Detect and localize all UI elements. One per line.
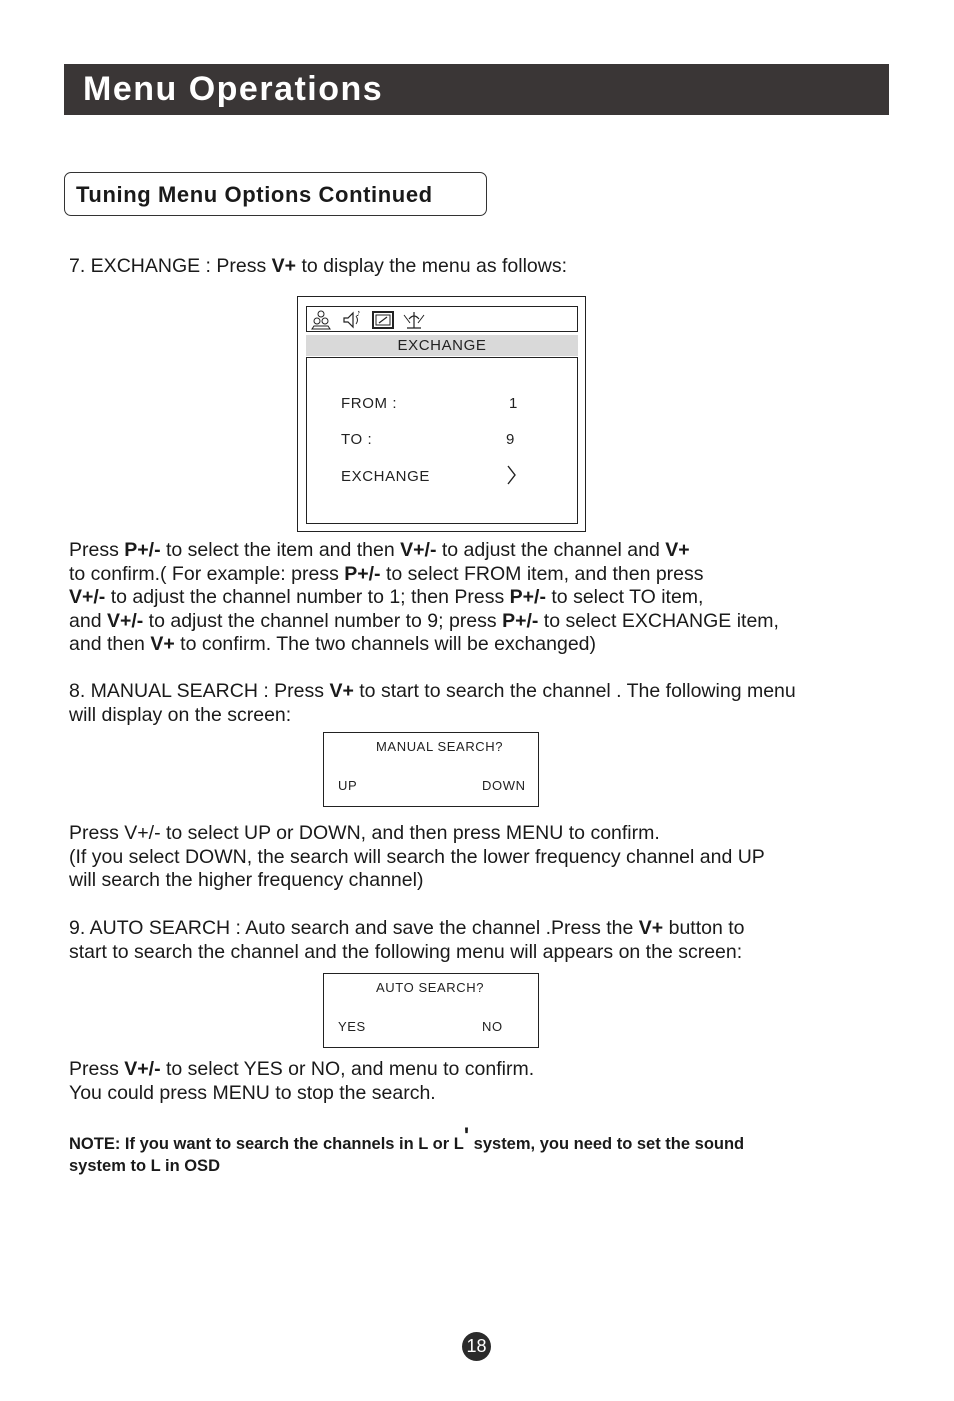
exchange-instructions	[69, 539, 899, 657]
option-yes: YES	[338, 1019, 366, 1034]
osd-body	[306, 357, 578, 524]
option-no: NO	[482, 1019, 503, 1034]
line	[69, 633, 899, 657]
from-label: FROM :	[341, 395, 398, 412]
text: and	[69, 609, 107, 632]
line	[69, 610, 899, 634]
to-label: TO :	[341, 431, 373, 448]
line: You could press MENU to stop the search.	[69, 1081, 436, 1104]
tuning-icon	[401, 309, 427, 331]
line	[69, 1058, 899, 1082]
manual-search-instructions	[69, 822, 899, 893]
line	[69, 563, 899, 587]
line	[69, 539, 899, 563]
item-7-exchange	[69, 255, 899, 279]
text: to select YES or NO, and menu to confirm.	[160, 1058, 535, 1080]
line	[69, 1123, 889, 1155]
note	[69, 1123, 889, 1177]
text: to adjust the channel number to 1; then Press	[105, 586, 510, 609]
option-down: DOWN	[482, 778, 526, 793]
section-title: Tuning Menu Options Continued	[76, 182, 433, 207]
auto-search-dialog	[323, 973, 539, 1048]
auto-search-instructions	[69, 1058, 899, 1105]
picture-icon	[371, 309, 395, 331]
text: NOTE: If you want to search the channels in L or L	[69, 1135, 464, 1153]
text: 7. EXCHANGE : Press	[69, 255, 272, 277]
item-9-auto-search	[69, 917, 899, 964]
osd-exchange-panel	[297, 296, 586, 532]
text: system, you need to set the sound	[469, 1135, 745, 1153]
key-label: V+	[329, 680, 354, 702]
line: will display on the screen:	[69, 703, 292, 726]
line: (If you select DOWN, the search will search the lower frequency channel and UP	[69, 845, 765, 868]
text: to select FROM item, and then press	[380, 562, 704, 585]
key-label: V+/-	[69, 586, 106, 609]
line: will search the higher frequency channel)	[69, 869, 424, 892]
text: button to	[663, 917, 745, 939]
line: system to L in OSD	[69, 1157, 220, 1175]
key-label: V+/-	[106, 609, 144, 632]
text: to select the item and then	[160, 539, 401, 561]
key-label: P+/-	[124, 539, 161, 561]
page-number: 18	[462, 1332, 491, 1361]
key-label: V+/-	[124, 1058, 161, 1080]
chevron-right-icon	[505, 464, 519, 486]
text: to adjust the channel number to 9; press	[143, 609, 503, 632]
key-label: P+/-	[509, 586, 546, 609]
text: to display the menu as follows:	[296, 255, 568, 277]
line: start to search the channel and the following menu will appears on the screen:	[69, 940, 743, 963]
header-bar	[64, 64, 889, 115]
key-label: P+/-	[344, 562, 381, 585]
text: Press	[69, 539, 125, 561]
key-label: V+	[150, 633, 175, 656]
option-up: UP	[338, 778, 358, 793]
sound-icon	[341, 309, 363, 331]
text: 9. AUTO SEARCH : Auto search and save the channel .Press the	[69, 917, 639, 939]
text: to adjust the channel and	[436, 539, 666, 561]
item-8-manual-search	[69, 680, 899, 727]
page-title: Menu Operations	[83, 70, 384, 108]
text: to select TO item,	[545, 586, 704, 609]
osd-icon-bar	[306, 306, 578, 332]
line	[69, 586, 899, 610]
to-value: 9	[506, 431, 515, 448]
text: 8. MANUAL SEARCH : Press	[69, 680, 330, 702]
manual-search-dialog	[323, 732, 539, 807]
osd-title: EXCHANGE	[306, 335, 578, 356]
setup-icon	[310, 309, 332, 331]
text: and then	[69, 633, 151, 656]
line	[69, 680, 899, 704]
key-label: V+	[638, 917, 664, 939]
text: to select EXCHANGE item,	[538, 609, 779, 632]
section-heading-box	[64, 172, 487, 216]
key-label: V+	[665, 539, 690, 561]
svg-text:♪: ♪	[356, 310, 361, 318]
text: Press	[69, 1058, 125, 1080]
prime-mark: '	[463, 1123, 470, 1148]
line: Press V+/- to select UP or DOWN, and then press MENU to confirm.	[69, 822, 660, 844]
text: to confirm.( For example: press	[69, 562, 345, 585]
key-label: P+/-	[502, 609, 539, 632]
from-value: 1	[509, 395, 518, 412]
key-label: V+/-	[400, 539, 437, 561]
text: to start to search the channel . The following menu	[353, 680, 796, 702]
line	[69, 917, 899, 941]
exchange-label: EXCHANGE	[341, 468, 430, 485]
key-label: V+	[271, 255, 297, 277]
dialog-title: AUTO SEARCH?	[376, 980, 485, 995]
text: to confirm. The two channels will be exchanged)	[174, 633, 597, 656]
dialog-title: MANUAL SEARCH?	[376, 739, 504, 754]
